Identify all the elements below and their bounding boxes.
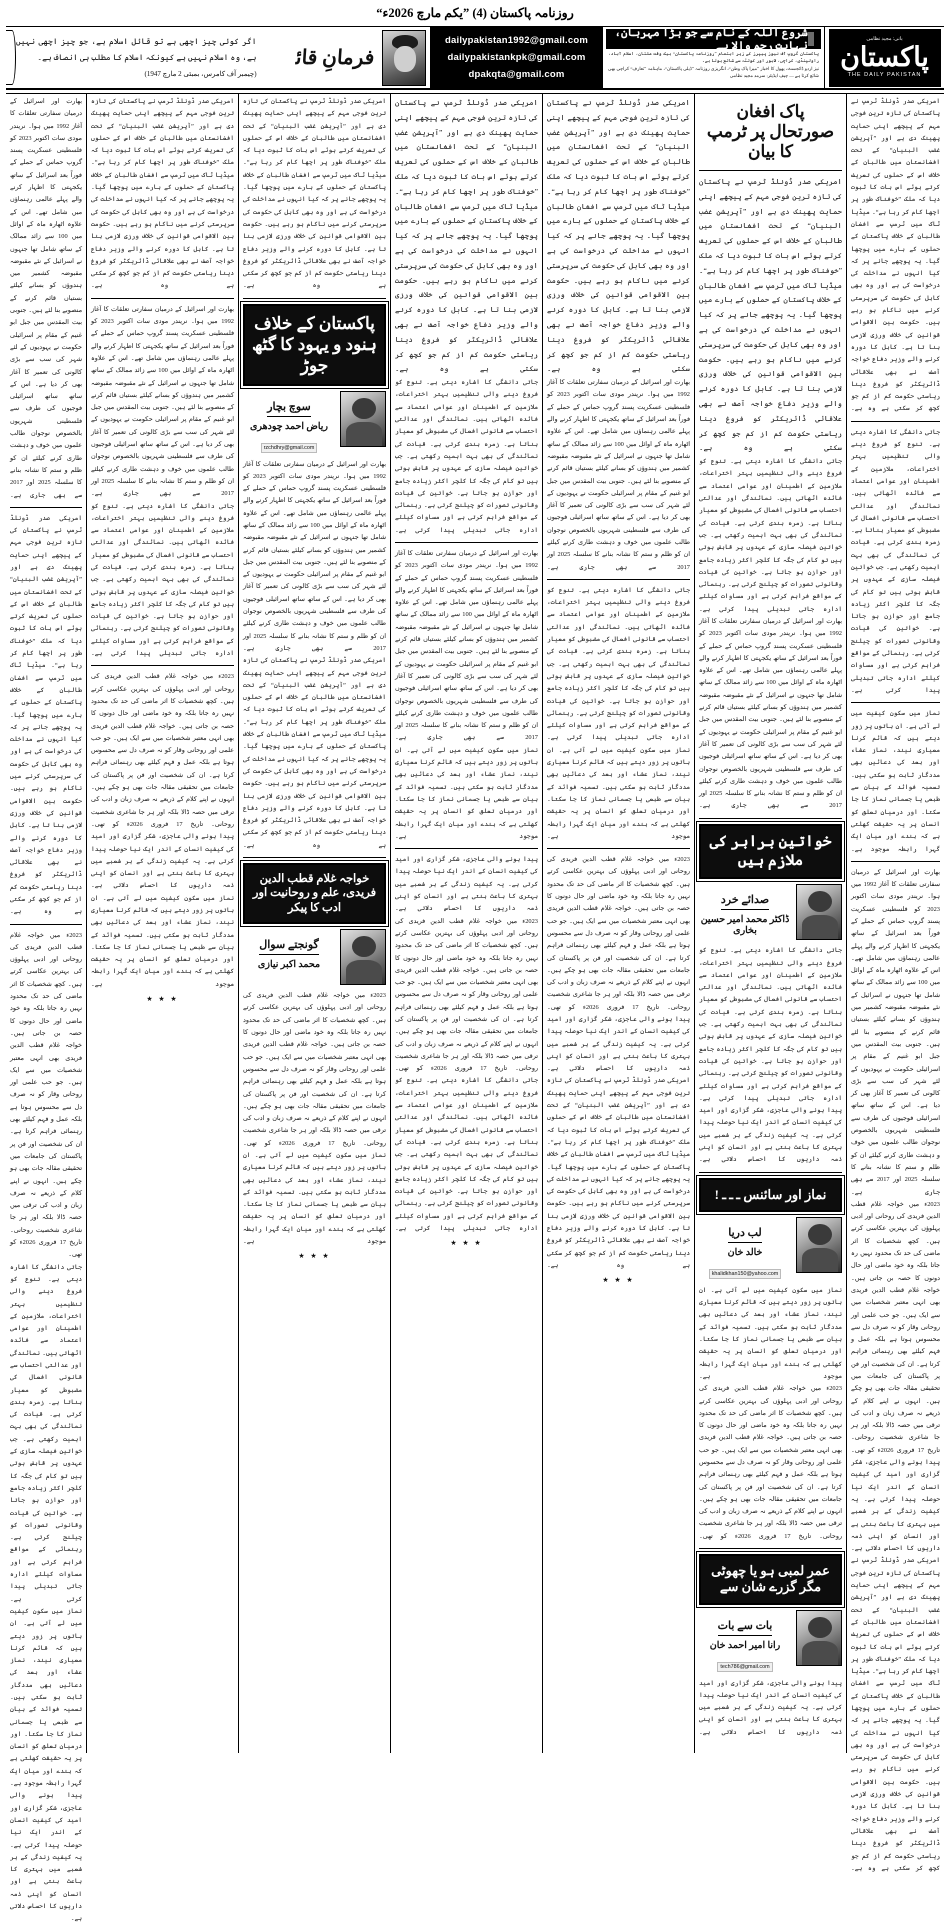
byline-meta-namaz xyxy=(699,1217,791,1280)
col4-text-b: جاتی دانشگی کا اشارہ دیتی ہے۔ تنوع کو فروغ دینے والی تنظیمیں بہتر اختراعات، ملازمین کے اطمینان اور عوامی اعتماد سے فائدہ اٹھاتی ہیں۔ نمائندگی اور عدالتی احتساب سے قانونی افعال کی مضبوطی کو معیار بناتا ہے۔ زمرہ بندی کرتی ہے۔ قیادت کی نمائندگی کی بھی بہت اہمیت رکھتی ہے۔ جب خواتین فیصلہ سازی کے عہدوں پر قابض ہوتی ہیں تو کام کی جگہ کا کلچر اکثر زیادہ جامع اور حوازن ہو جاتا ہے۔ خواتین کی قیادت وقانونی تصورات کو چیلنج کرتی ہے۔ رہنمائی کے مواقع فراہم کرتی ہے اور مساوات کیلئے ادارہ جاتی تبدیلی پیدا کرتی ہے۔ xyxy=(395,379,538,534)
masthead-bismillah-block xyxy=(602,27,824,88)
article-hunood-body-1: بھارت اور اسرائیل کے درمیان سفارتی تعلقات کا آغاز 1992 میں ہوا۔ نریندر مودی سات اکتوبر 2023 کو فلسطینی عسکریت پسند گروپ حماس کے حملے کے فوراً بعد اسرائیل کے ساتھ یکجہتی کا اظہار کرنے والے پہلے عالمی رہنماؤں میں شامل تھے۔ اس کے علاوہ اٹھارہ ماہ کے اوائل میں 100 سے زائد ممالک کے ساتھ شامل تھا جنہوں نے اسرائیل کے نئے مقبوضہ مقبوضہ کشمیر میں ہندوؤں کو بسانے کیلئے بستیاں قائم کرنے کے منصوبے بنا لئے ہیں۔ جنوبی بیت المقدس میں جبل ابو غنیم کے مقام پر اسرائیلی حکومت نے یہودیوں کے لئے شہر کی سب سے بڑی کالونی کی تعمیر کا آغاز بھی کر دیا ہے۔ اس کے ساتھ ساتھ اسرائیلی فوجیوں کی طرف سے فلسطینی شہریوں بالخصوص نوجوان طالب علموں میں خوف و دہشت طاری کرنے کیلئے ان کو ظلم و ستم کا نشانہ بنانے کا سلسلہ 2025 اور 2017 سے بھی جاری ہے۔ xyxy=(243,460,386,652)
byline-women-article xyxy=(699,884,842,940)
byline-email-hunood[interactable]: rzchdhry@gmail.com xyxy=(261,443,318,453)
logo-founder-line: بانی: مجید نظامی xyxy=(866,37,903,43)
col4-text-f: 2023ء میں خواجہ غلام قطب الدین فریدی کی روحانی اور ادبی پہلوؤں کی بہترین عکاسی کرتے ہیں۔ کچھ شخصیات کا اثر ماضی کی حد تک محدود نہیں رہ جاتا بلکہ وہ خود ماضی اور حال دونوں کا حصہ بن جاتی ہیں۔ خواجہ غلام قطب الدین فریدی بھی انہی معتبر شخصیات میں سے ایک ہیں۔ جو حب علمی اور روحانی وقار کو نہ صرف دل سے محسوس ہوتا ہے بلکہ عمل و فہم کیلئے بھی رہنمائی فراہم کرتا ہے۔ ان کی شخصیت اور فن پر پاکستان کی جامعات میں تحقیقی مقالہ جات بھی ہو چکے ہیں۔ انہوں نے اپنے کلام کے ذریعے نہ صرف زبان و ادب کی ترقی میں حصہ ڈالا بلکہ اور ہر جا شاعری شخصیت روحانی۔ تاریخ 17 فروری 2026ء کو تھی۔ xyxy=(395,917,538,1073)
byline-author-women: ڈاکٹر محمد امیر حسین بخاری xyxy=(700,915,790,937)
column-2 xyxy=(694,94,846,1753)
bismillah-ornament-icon xyxy=(808,32,814,46)
article-faridi-body-1: 2023ء میں خواجہ غلام قطب الدین فریدی کی روحانی اور ادبی پہلوؤں کی بہترین عکاسی کرتے ہیں۔ کچھ شخصیات کا اثر ماضی کی حد تک محدود نہیں رہ جاتا بلکہ وہ خود ماضی اور حال دونوں کا حصہ بن جاتی ہیں۔ خواجہ غلام قطب الدین فریدی بھی انہی معتبر شخصیات میں سے ایک ہیں۔ جو حب علمی اور روحانی وقار کو نہ صرف دل سے محسوس ہوتا ہے بلکہ عمل و فہم کیلئے بھی رہنمائی فراہم کرتا ہے۔ ان کی شخصیت اور فن پر پاکستان کی جامعات میں تحقیقی مقالہ جات بھی ہو چکے ہیں۔ انہوں نے اپنے کلام کے ذریعے نہ صرف زبان و ادب کی ترقی میں حصہ ڈالا بلکہ اور ہر جا شاعری شخصیت روحانی۔ تاریخ 17 فروری 2026ء کو تھی۔ xyxy=(243,992,386,1147)
masthead-logo[interactable] xyxy=(824,27,944,88)
column-6 xyxy=(86,94,238,1753)
column-4 xyxy=(390,94,542,1753)
col1-text-a: امریکی صدر ڈونلڈ ٹرمپ نے پاکستان کی تازہ ترین فوجی مہم کے پیچھے اپنی حمایت پھینک دی ہے اور ”آپریشن غضب البنیان“ کے تحت افغانستان میں طالبان کے خلاف اس کے حملوں کی تعریف کرتے ہوئے اس بات کا ثبوت دیا کہ ملک ”خوفناک طور پر اچھا کام کر رہا ہے“۔ میڈیا ٹاک میں ٹرمپ سے افغان طالبان کے خلاف پاکستان کے حملوں کے بارے میں پوچھا گیا۔ یہ پوچھے جانے پر کہ کیا انہوں نے مداخلت کی درخواست کی ہے اور وہ بھی کابل کی حکومت کی سرپرستی کرنے میں ناکام ہو رہے ہیں۔ حکومت بین الاقوامی قوانین کی خلاف ورزی لازمی بنا تا ہے۔ کابل کا دورہ کرنے والے وزیر دفاع خواجہ آصف نے بھی علاقائی ڈائریکٹر کو فروغ دینا ریاستی حکومت کم از کم جو کچھ کر سکتی ہے وہ ہے۔ xyxy=(851,98,940,413)
byline-meta-umar xyxy=(699,1610,791,1673)
col7-text-a: بھارت اور اسرائیل کے درمیان سفارتی تعلقات کا آغاز 1992 میں ہوا۔ نریندر مودی سات اکتوبر 2023 کو فلسطینی عسکریت پسند گروپ حماس کے حملے کے فوراً بعد اسرائیل کے ساتھ یکجہتی کا اظہار کرنے والے پہلے عالمی رہنماؤں میں شامل تھے۔ اس کے علاوہ اٹھارہ ماہ کے اوائل میں 100 سے زائد ممالک کے ساتھ شامل تھا جنہوں نے اسرائیل کے نئے مقبوضہ مقبوضہ کشمیر میں ہندوؤں کو بسانے کیلئے بستیاں قائم کرنے کے منصوبے بنا لئے ہیں۔ جنوبی بیت المقدس میں جبل ابو غنیم کے مقام پر اسرائیلی حکومت نے یہودیوں کے لئے شہر کی سب سے بڑی کالونی کی تعمیر کا آغاز بھی کر دیا ہے۔ اس کے ساتھ ساتھ اسرائیلی فوجیوں کی طرف سے فلسطینی شہریوں بالخصوص نوجوان طالب علموں میں خوف و دہشت طاری کرنے کیلئے ان کو ظلم و ستم کا نشانہ بنانے کا سلسلہ 2025 اور 2017 سے بھی جاری ہے۔ xyxy=(10,98,82,499)
article-faridi-body-2: نماز میں سکون کیفیت میں لے آتی ہے۔ ان باتوں پر زور دیتے ہیں کہ قائم کرنا معیاری نیند، نماز عشاء اور بعد کی دعائیں بھی مددگار ثابت ہو سکتی ہیں۔ تسمیہ فوائد کے بیان سے طبعی یا جسمانی نماز کا جا سکتا۔ اور درمیان تعلق کو انسان پر یہ حقیقت کھلتی ہے کہ بندے اور میان ایک گہرا رابطہ موجود ہے۔ xyxy=(243,1151,386,1246)
column-7 xyxy=(6,94,86,1923)
headline-trump[interactable]: پاک افغان صورتحال پر ٹرمپ کا بیان xyxy=(699,96,842,171)
col7-text-f: پیدا ہونے والی عاجزی، شکر گزاری اور امید کی کیفیت انسان کے اندر ایک نیا حوصلہ پیدا کرتی ہے۔ یہ کیفیت زندگی کے ہر شعبے میں بہتری کا باعث بنتی ہے اور انسان کو اپنی ذمہ داریوں کا احساس دلاتی ہے۔ xyxy=(10,1792,82,1923)
logo-wordmark-english: THE DAILY PAKISTAN xyxy=(847,71,922,78)
author-photo-namaz-article xyxy=(796,1217,842,1273)
blurb-line-2: نیز اردو ڈائجسٹ، پھول کا اخبار ”میرا پاک وطن“، انگریزی روزنامہ ”ڈیلی پاکستان“، ماہنامہ ”تعارف“ کراچی بھی شائع کرتا ہے — چیف ایڈیٹر: سرمد مجید نظامی xyxy=(608,65,819,78)
headline-hunood-yahood[interactable]: پاکستان کے خلاف ہنود و یہود کا گٹھ جوڑ xyxy=(243,304,386,386)
article-namaz-body-1: نماز میں سکون کیفیت میں لے آتی ہے۔ ان باتوں پر زور دیتے ہیں کہ قائم کرنا معیاری نیند، نماز عشاء اور بعد کی دعائیں بھی مددگار ثابت ہو سکتی ہیں۔ تسمیہ فوائد کے بیان سے طبعی یا جسمانی نماز کا جا سکتا۔ اور درمیان تعلق کو انسان پر یہ حقیقت کھلتی ہے کہ بندے اور میان ایک گہرا رابطہ موجود ہے۔ xyxy=(699,1286,842,1380)
col1-text-e: 2023ء میں خواجہ غلام قطب الدین فریدی کی روحانی اور ادبی پہلوؤں کی بہترین عکاسی کرتے ہیں۔ کچھ شخصیات کا اثر ماضی کی حد تک محدود نہیں رہ جاتا بلکہ وہ خود ماضی اور حال دونوں کا حصہ بن جاتی ہیں۔ خواجہ غلام قطب الدین فریدی بھی انہی معتبر شخصیات میں سے ایک ہیں۔ جو حب علمی اور روحانی وقار کو نہ صرف دل سے محسوس ہوتا ہے بلکہ عمل و فہم کیلئے بھی رہنمائی فراہم کرتا ہے۔ ان کی شخصیت اور فن پر پاکستان کی جامعات میں تحقیقی مقالہ جات بھی ہو چکے ہیں۔ انہوں نے اپنے کلام کے ذریعے نہ صرف زبان و ادب کی ترقی میں حصہ ڈالا بلکہ اور ہر جا شاعری شخصیت روحانی۔ تاریخ 17 فروری 2026ء کو تھی۔ xyxy=(851,1200,940,1454)
byline-meta-hunood xyxy=(243,391,335,454)
col7-text-e: نماز میں سکون کیفیت میں لے آتی ہے۔ ان باتوں پر زور دیتے ہیں کہ قائم کرنا معیاری نیند، نماز عشاء اور بعد کی دعائیں بھی مددگار ثابت ہو سکتی ہیں۔ تسمیہ فوائد کے بیان سے طبعی یا جسمانی نماز کا جا سکتا۔ اور درمیان تعلق کو انسان پر یہ حقیقت کھلتی ہے کہ بندے اور میان ایک گہرا رابطہ موجود ہے۔ xyxy=(10,1607,82,1788)
col3-text-f: پیدا ہونے والی عاجزی، شکر گزاری اور امید کی کیفیت انسان کے اندر ایک نیا حوصلہ پیدا کرتی ہے۔ یہ کیفیت زندگی کے ہر شعبے میں بہتری کا باعث بنتی ہے اور انسان کو اپنی ذمہ داریوں کا احساس دلاتی ہے۔ xyxy=(547,1015,690,1073)
col4-text-g: جاتی دانشگی کا اشارہ دیتی ہے۔ تنوع کو فروغ دینے والی تنظیمیں بہتر اختراعات، ملازمین کے اطمینان اور عوامی اعتماد سے فائدہ اٹھاتی ہیں۔ نمائندگی اور عدالتی احتساب سے قانونی افعال کی مضبوطی کو معیار بناتا ہے۔ زمرہ بندی کرتی ہے۔ قیادت کی نمائندگی کی بھی بہت اہمیت رکھتی ہے۔ جب خواتین فیصلہ سازی کے عہدوں پر قابض ہوتی ہیں تو کام کی جگہ کا کلچر اکثر زیادہ جامع اور حوازن ہو جاتا ہے۔ خواتین کی قیادت وقانونی تصورات کو چیلنج کرتی ہے۔ رہنمائی کے مواقع فراہم کرتی ہے اور مساوات کیلئے ادارہ جاتی تبدیلی پیدا کرتی ہے۔ xyxy=(395,1077,538,1233)
col4-text-e: پیدا ہونے والی عاجزی، شکر گزاری اور امید کی کیفیت انسان کے اندر ایک نیا حوصلہ پیدا کرتی ہے۔ یہ کیفیت زندگی کے ہر شعبے میں بہتری کا باعث بنتی ہے اور انسان کو اپنی ذمہ داریوں کا احساس دلاتی ہے۔ xyxy=(395,856,538,913)
col3-text-b: بھارت اور اسرائیل کے درمیان سفارتی تعلقات کا آغاز 1992 میں ہوا۔ نریندر مودی سات اکتوبر 2023 کو فلسطینی عسکریت پسند گروپ حماس کے حملے کے فوراً بعد اسرائیل کے ساتھ یکجہتی کا اظہار کرنے والے پہلے عالمی رہنماؤں میں شامل تھے۔ اس کے علاوہ اٹھارہ ماہ کے اوائل میں 100 سے زائد ممالک کے ساتھ شامل تھا جنہوں نے اسرائیل کے نئے مقبوضہ مقبوضہ کشمیر میں ہندوؤں کو بسانے کیلئے بستیاں قائم کرنے کے منصوبے بنا لئے ہیں۔ جنوبی بیت المقدس میں جبل ابو غنیم کے مقام پر اسرائیلی حکومت نے یہودیوں کے لئے شہر کی سب سے بڑی کالونی کی تعمیر کا آغاز بھی کر دیا ہے۔ اس کے ساتھ ساتھ اسرائیلی فوجیوں کی طرف سے فلسطینی شہریوں بالخصوص نوجوان طالب علموں میں خوف و دہشت طاری کرنے کیلئے ان کو ظلم و ستم کا نشانہ بنانے کا سلسلہ 2025 اور 2017 سے بھی جاری ہے۔ xyxy=(547,379,690,571)
author-photo-faridi-article xyxy=(340,929,386,985)
farman-e-quaid-block xyxy=(6,27,430,88)
col1-text-f: پیدا ہونے والی عاجزی، شکر گزاری اور امید کی کیفیت انسان کے اندر ایک نیا حوصلہ پیدا کرتی ہے۔ یہ کیفیت زندگی کے ہر شعبے میں بہتری کا باعث بنتی ہے اور انسان کو اپنی ذمہ داریوں کا احساس دلاتی ہے۔ xyxy=(851,1459,940,1553)
author-photo-hunood-article xyxy=(340,391,386,447)
byline-kicker-hunood: سوچ بچار xyxy=(267,400,311,417)
col3-rule-2 xyxy=(547,848,690,849)
byline-umar-article xyxy=(699,1610,842,1673)
byline-kicker-umar: بات سے بات xyxy=(718,1619,773,1636)
masthead-blurb xyxy=(606,49,821,81)
column-1 xyxy=(846,94,944,1872)
col7-rule-2 xyxy=(10,924,82,925)
byline-meta-faridi xyxy=(243,929,335,974)
col1-rule-2 xyxy=(851,702,940,703)
byline-namaz-article xyxy=(699,1217,842,1280)
col6-text-e: پیدا ہونے والی عاجزی، شکر گزاری اور امید کی کیفیت انسان کے اندر ایک نیا حوصلہ پیدا کرتی ہے۔ یہ کیفیت زندگی کے ہر شعبے میں بہتری کا باعث بنتی ہے اور انسان کو اپنی ذمہ داریوں کا احساس دلاتی ہے۔ xyxy=(91,833,234,890)
col5-rule-2 xyxy=(243,857,386,858)
email-address-2[interactable]: dailypakistankpk@gmail.com xyxy=(447,52,586,63)
col7-text-d: جاتی دانشگی کا اشارہ دیتی ہے۔ تنوع کو فروغ دینے والی تنظیمیں بہتر اختراعات، ملازمین کے اطمینان اور عوامی اعتماد سے فائدہ اٹھاتی ہیں۔ نمائندگی اور عدالتی احتساب سے قانونی افعال کی مضبوطی کو معیار بناتا ہے۔ زمرہ بندی کرتی ہے۔ قیادت کی نمائندگی کی بھی بہت اہمیت رکھتی ہے۔ جب خواتین فیصلہ سازی کے عہدوں پر قابض ہوتی ہیں تو کام کی جگہ کا کلچر اکثر زیادہ جامع اور حوازن ہو جاتا ہے۔ خواتین کی قیادت وقانونی تصورات کو چیلنج کرتی ہے۔ رہنمائی کے مواقع فراہم کرتی ہے اور مساوات کیلئے ادارہ جاتی تبدیلی پیدا کرتی ہے۔ xyxy=(10,1263,82,1603)
article-hunood-body-2: امریکی صدر ڈونلڈ ٹرمپ نے پاکستان کی تازہ ترین فوجی مہم کے پیچھے اپنی حمایت پھینک دی ہے اور ”آپریشن غضب البنیان“ کے تحت افغانستان میں طالبان کے خلاف اس کے حملوں کی تعریف کرتے ہوئے اس بات کا ثبوت دیا کہ ملک ”خوفناک طور پر اچھا کام کر رہا ہے“۔ میڈیا ٹاک میں ٹرمپ سے افغان طالبان کے خلاف پاکستان کے حملوں کے بارے میں پوچھا گیا۔ یہ پوچھے جانے پر کہ کیا انہوں نے مداخلت کی درخواست کی ہے اور وہ بھی کابل کی حکومت کی سرپرستی کرنے میں ناکام ہو رہے ہیں۔ حکومت بین الاقوامی قوانین کی خلاف ورزی لازمی بنا تا ہے۔ کابل کا دورہ کرنے والے وزیر دفاع خواجہ آصف نے بھی علاقائی ڈائریکٹر کو فروغ دینا ریاستی حکومت کم از کم جو کچھ کر سکتی ہے وہ ہے۔ xyxy=(243,657,386,849)
col1-rule-3 xyxy=(851,861,940,862)
byline-email-namaz[interactable]: khalidkhan150@yahoo.com xyxy=(709,1269,782,1279)
col3-text-c: جاتی دانشگی کا اشارہ دیتی ہے۔ تنوع کو فروغ دینے والی تنظیمیں بہتر اختراعات، ملازمین کے اطمینان اور عوامی اعتماد سے فائدہ اٹھاتی ہیں۔ نمائندگی اور عدالتی احتساب سے قانونی افعال کی مضبوطی کو معیار بناتا ہے۔ زمرہ بندی کرتی ہے۔ قیادت کی نمائندگی کی بھی بہت اہمیت رکھتی ہے۔ جب خواتین فیصلہ سازی کے عہدوں پر قابض ہوتی ہیں تو کام کی جگہ کا کلچر اکثر زیادہ جامع اور حوازن ہو جاتا ہے۔ خواتین کی قیادت وقانونی تصورات کو چیلنج کرتی ہے۔ رہنمائی کے مواقع فراہم کرتی ہے اور مساوات کیلئے ادارہ جاتی تبدیلی پیدا کرتی ہے۔ xyxy=(547,586,690,742)
article-umar-body: پیدا ہونے والی عاجزی، شکر گزاری اور امید کی کیفیت انسان کے اندر ایک نیا حوصلہ پیدا کرتی ہے۔ یہ کیفیت زندگی کے ہر شعبے میں بہتری کا باعث بنتی ہے اور انسان کو اپنی ذمہ داریوں کا احساس دلاتی ہے۔ xyxy=(699,1679,842,1736)
decorative-brace-icon xyxy=(6,30,16,85)
col6-text-d: 2023ء میں خواجہ غلام قطب الدین فریدی کی روحانی اور ادبی پہلوؤں کی بہترین عکاسی کرتے ہیں۔ کچھ شخصیات کا اثر ماضی کی حد تک محدود نہیں رہ جاتا بلکہ وہ خود ماضی اور حال دونوں کا حصہ بن جاتی ہیں۔ خواجہ غلام قطب الدین فریدی بھی انہی معتبر شخصیات میں سے ایک ہیں۔ جو حب علمی اور روحانی وقار کو نہ صرف دل سے محسوس ہوتا ہے بلکہ عمل و فہم کیلئے بھی رہنمائی فراہم کرتا ہے۔ ان کی شخصیت اور فن پر پاکستان کی جامعات میں تحقیقی مقالہ جات بھی ہو چکے ہیں۔ انہوں نے اپنے کلام کے ذریعے نہ صرف زبان و ادب کی ترقی میں حصہ ڈالا بلکہ اور ہر جا شاعری شخصیت روحانی۔ تاریخ 17 فروری 2026ء کو تھی۔ xyxy=(91,673,234,828)
byline-hunood-article xyxy=(243,391,386,454)
col4-text-c: بھارت اور اسرائیل کے درمیان سفارتی تعلقات کا آغاز 1992 میں ہوا۔ نریندر مودی سات اکتوبر 2023 کو فلسطینی عسکریت پسند گروپ حماس کے حملے کے فوراً بعد اسرائیل کے ساتھ یکجہتی کا اظہار کرنے والے پہلے عالمی رہنماؤں میں شامل تھے۔ اس کے علاوہ اٹھارہ ماہ کے اوائل میں 100 سے زائد ممالک کے ساتھ شامل تھا جنہوں نے اسرائیل کے نئے مقبوضہ مقبوضہ کشمیر میں ہندوؤں کو بسانے کیلئے بستیاں قائم کرنے کے منصوبے بنا لئے ہیں۔ جنوبی بیت المقدس میں جبل ابو غنیم کے مقام پر اسرائیلی حکومت نے یہودیوں کے لئے شہر کی سب سے بڑی کالونی کی تعمیر کا آغاز بھی کر دیا ہے۔ اس کے ساتھ ساتھ اسرائیلی فوجیوں کی طرف سے فلسطینی شہریوں بالخصوص نوجوان طالب علموں میں خوف و دہشت طاری کرنے کیلئے ان کو ظلم و ستم کا نشانہ بنانے کا سلسلہ 2025 اور 2017 سے بھی جاری ہے۔ xyxy=(395,550,538,742)
col4-text-d: نماز میں سکون کیفیت میں لے آتی ہے۔ ان باتوں پر زور دیتے ہیں کہ قائم کرنا معیاری نیند، نماز عشاء اور بعد کی دعائیں بھی مددگار ثابت ہو سکتی ہیں۔ تسمیہ فوائد کے بیان سے طبعی یا جسمانی نماز کا جا سکتا۔ اور درمیان تعلق کو انسان پر یہ حقیقت کھلتی ہے کہ بندے اور میان ایک گہرا رابطہ موجود ہے۔ xyxy=(395,746,538,840)
column-3 xyxy=(542,94,694,1753)
article-trump-lead: امریکی صدر ڈونلڈ ٹرمپ نے پاکستان کی تازہ ترین فوجی مہم کے پیچھے اپنی حمایت پھینک دی ہے اور ”آپریشن غضب البنیان“ کے تحت افغانستان میں طالبان کے خلاف اس کے حملوں کی تعریف کرتے ہوئے اس بات کا ثبوت دیا کہ ملک ”خوفناک طور پر اچھا کام کر رہا ہے“۔ میڈیا ٹاک میں ٹرمپ سے افغان طالبان کے خلاف پاکستان کے حملوں کے بارے میں پوچھا گیا۔ یہ پوچھے جانے پر کہ کیا انہوں نے مداخلت کی درخواست کی ہے اور وہ بھی کابل کی حکومت کی سرپرستی کرنے میں ناکام ہو رہے ہیں۔ حکومت بین الاقوامی قوانین کی خلاف ورزی لازمی بنا تا ہے۔ کابل کا دورہ کرنے والے وزیر دفاع خواجہ آصف نے بھی علاقائی ڈائریکٹر کو فروغ دینا ریاستی حکومت کم از کم جو کچھ کر سکتی ہے وہ ہے۔ xyxy=(699,177,842,453)
col3-text-a: امریکی صدر ڈونلڈ ٹرمپ نے پاکستان کی تازہ ترین فوجی مہم کے پیچھے اپنی حمایت پھینک دی ہے اور ”آپریشن غضب البنیان“ کے تحت افغانستان میں طالبان کے خلاف اس کے حملوں کی تعریف کرتے ہوئے اس بات کا ثبوت دیا کہ ملک ”خوفناک طور پر اچھا کام کر رہا ہے“۔ میڈیا ٹاک میں ٹرمپ سے افغان طالبان کے خلاف پاکستان کے حملوں کے بارے میں پوچھا گیا۔ یہ پوچھے جانے پر کہ کیا انہوں نے مداخلت کی درخواست کی ہے اور وہ بھی کابل کی حکومت کی سرپرستی کرنے میں ناکام ہو رہے ہیں۔ حکومت بین الاقوامی قوانین کی خلاف ورزی لازمی بنا تا ہے۔ کابل کا دورہ کرنے والے وزیر دفاع خواجہ آصف نے بھی علاقائی ڈائریکٹر کو فروغ دینا ریاستی حکومت کم از کم جو کچھ کر سکتی ہے وہ ہے۔ xyxy=(547,98,690,374)
col6-rule-1 xyxy=(91,298,234,299)
byline-kicker-namaz: لب دریا xyxy=(728,1226,762,1243)
article-women-body-1: جاتی دانشگی کا اشارہ دیتی ہے۔ تنوع کو فروغ دینے والی تنظیمیں بہتر اختراعات، ملازمین کے اطمینان اور عوامی اعتماد سے فائدہ اٹھاتی ہیں۔ نمائندگی اور عدالتی احتساب سے قانونی افعال کی مضبوطی کو معیار بناتا ہے۔ زمرہ بندی کرتی ہے۔ قیادت کی نمائندگی کی بھی بہت اہمیت رکھتی ہے۔ جب خواتین فیصلہ سازی کے عہدوں پر قابض ہوتی ہیں تو کام کی جگہ کا کلچر اکثر زیادہ جامع اور حوازن ہو جاتا ہے۔ خواتین کی قیادت وقانونی تصورات کو چیلنج کرتی ہے۔ رہنمائی کے مواقع فراہم کرتی ہے اور مساوات کیلئے ادارہ جاتی تبدیلی پیدا کرتی ہے۔ xyxy=(699,947,842,1102)
col2-rule-3 xyxy=(699,1548,842,1549)
col6-text-a: امریکی صدر ڈونلڈ ٹرمپ نے پاکستان کی تازہ ترین فوجی مہم کے پیچھے اپنی حمایت پھینک دی ہے اور ”آپریشن غضب البنیان“ کے تحت افغانستان میں طالبان کے خلاف اس کے حملوں کی تعریف کرتے ہوئے اس بات کا ثبوت دیا کہ ملک ”خوفناک طور پر اچھا کام کر رہا ہے“۔ میڈیا ٹاک میں ٹرمپ سے افغان طالبان کے خلاف پاکستان کے حملوں کے بارے میں پوچھا گیا۔ یہ پوچھے جانے پر کہ کیا انہوں نے مداخلت کی درخواست کی ہے اور وہ بھی کابل کی حکومت کی سرپرستی کرنے میں ناکام ہو رہے ہیں۔ حکومت بین الاقوامی قوانین کی خلاف ورزی لازمی بنا تا ہے۔ کابل کا دورہ کرنے والے وزیر دفاع خواجہ آصف نے بھی علاقائی ڈائریکٹر کو فروغ دینا ریاستی حکومت کم از کم جو کچھ کر سکتی ہے وہ ہے۔ xyxy=(91,98,234,290)
col3-text-d: نماز میں سکون کیفیت میں لے آتی ہے۔ ان باتوں پر زور دیتے ہیں کہ قائم کرنا معیاری نیند، نماز عشاء اور بعد کی دعائیں بھی مددگار ثابت ہو سکتی ہیں۔ تسمیہ فوائد کے بیان سے طبعی یا جسمانی نماز کا جا سکتا۔ اور درمیان تعلق کو انسان پر یہ حقیقت کھلتی ہے کہ بندے اور میان ایک گہرا رابطہ موجود ہے۔ xyxy=(547,746,690,840)
article-women-body-2: پیدا ہونے والی عاجزی، شکر گزاری اور امید کی کیفیت انسان کے اندر ایک نیا حوصلہ پیدا کرتی ہے۔ یہ کیفیت زندگی کے ہر شعبے میں بہتری کا باعث بنتی ہے اور انسان کو اپنی ذمہ داریوں کا احساس دلاتی ہے۔ xyxy=(699,1107,842,1164)
byline-kicker-faridi: گونجتے سوال xyxy=(259,938,319,955)
byline-meta-women xyxy=(699,884,791,940)
col6-star-separator: ★ ★ ★ xyxy=(146,995,179,1004)
col1-text-c: نماز میں سکون کیفیت میں لے آتی ہے۔ ان باتوں پر زور دیتے ہیں کہ قائم کرنا معیاری نیند، نماز عشاء اور بعد کی دعائیں بھی مددگار ثابت ہو سکتی ہیں۔ تسمیہ فوائد کے بیان سے طبعی یا جسمانی نماز کا جا سکتا۔ اور درمیان تعلق کو انسان پر یہ حقیقت کھلتی ہے کہ بندے اور میان ایک گہرا رابطہ موجود ہے۔ xyxy=(851,710,940,853)
headline-umar-lambi[interactable]: عمر لمبی ہو یا چھوٹی مگر گزرے شان سے xyxy=(699,1554,842,1605)
byline-author-namaz: خالد خان xyxy=(727,1247,763,1258)
col6-text-f: نماز میں سکون کیفیت میں لے آتی ہے۔ ان باتوں پر زور دیتے ہیں کہ قائم کرنا معیاری نیند، نماز عشاء اور بعد کی دعائیں بھی مددگار ثابت ہو سکتی ہیں۔ تسمیہ فوائد کے بیان سے طبعی یا جسمانی نماز کا جا سکتا۔ اور درمیان تعلق کو انسان پر یہ حقیقت کھلتی ہے کہ بندے اور میان ایک گہرا رابطہ موجود ہے۔ xyxy=(91,894,234,988)
col3-star-separator: ★ ★ ★ xyxy=(602,1276,635,1285)
logo-box xyxy=(829,29,941,87)
col3-text-e: 2023ء میں خواجہ غلام قطب الدین فریدی کی روحانی اور ادبی پہلوؤں کی بہترین عکاسی کرتے ہیں۔ کچھ شخصیات کا اثر ماضی کی حد تک محدود نہیں رہ جاتا بلکہ وہ خود ماضی اور حال دونوں کا حصہ بن جاتی ہیں۔ خواجہ غلام قطب الدین فریدی بھی انہی معتبر شخصیات میں سے ایک ہیں۔ جو حب علمی اور روحانی وقار کو نہ صرف دل سے محسوس ہوتا ہے بلکہ عمل و فہم کیلئے بھی رہنمائی فراہم کرتا ہے۔ ان کی شخصیت اور فن پر پاکستان کی جامعات میں تحقیقی مقالہ جات بھی ہو چکے ہیں۔ انہوں نے اپنے کلام کے ذریعے نہ صرف زبان و ادب کی ترقی میں حصہ ڈالا بلکہ اور ہر جا شاعری شخصیت روحانی۔ تاریخ 17 فروری 2026ء کو تھی۔ xyxy=(547,856,690,1011)
bismillah-text: شروع اللہ کے نام سے جو بڑا مہربان، نہایت رحم والا ہے xyxy=(614,27,808,52)
col1-rule-1 xyxy=(851,421,940,422)
col1-text-b: جاتی دانشگی کا اشارہ دیتی ہے۔ تنوع کو فروغ دینے والی تنظیمیں بہتر اختراعات، ملازمین کے اطمینان اور عوامی اعتماد سے فائدہ اٹھاتی ہیں۔ نمائندگی اور عدالتی احتساب سے قانونی افعال کی مضبوطی کو معیار بناتا ہے۔ زمرہ بندی کرتی ہے۔ قیادت کی نمائندگی کی بھی بہت اہمیت رکھتی ہے۔ جب خواتین فیصلہ سازی کے عہدوں پر قابض ہوتی ہیں تو کام کی جگہ کا کلچر اکثر زیادہ جامع اور حوازن ہو جاتا ہے۔ خواتین کی قیادت وقانونی تصورات کو چیلنج کرتی ہے۔ رہنمائی کے مواقع فراہم کرتی ہے اور مساوات کیلئے ادارہ جاتی تبدیلی پیدا کرتی ہے۔ xyxy=(851,428,940,694)
farman-title: فرمانِ قائدؒ xyxy=(263,47,375,69)
byline-author-faridi: محمد اکبر نیازی xyxy=(257,960,321,971)
email-address-1[interactable]: dailypakistan1992@gmail.com xyxy=(445,35,588,46)
quaid-e-azam-portrait xyxy=(382,30,426,86)
article-namaz-body-2: 2023ء میں خواجہ غلام قطب الدین فریدی کی روحانی اور ادبی پہلوؤں کی بہترین عکاسی کرتے ہیں۔ کچھ شخصیات کا اثر ماضی کی حد تک محدود نہیں رہ جاتا بلکہ وہ خود ماضی اور حال دونوں کا حصہ بن جاتی ہیں۔ خواجہ غلام قطب الدین فریدی بھی انہی معتبر شخصیات میں سے ایک ہیں۔ جو حب علمی اور روحانی وقار کو نہ صرف دل سے محسوس ہوتا ہے بلکہ عمل و فہم کیلئے بھی رہنمائی فراہم کرتا ہے۔ ان کی شخصیت اور فن پر پاکستان کی جامعات میں تحقیقی مقالہ جات بھی ہو چکے ہیں۔ انہوں نے اپنے کلام کے ذریعے نہ صرف زبان و ادب کی ترقی میں حصہ ڈالا بلکہ اور ہر جا شاعری شخصیت روحانی۔ تاریخ 17 فروری 2026ء کو تھی۔ xyxy=(699,1385,842,1540)
col2-rule-1 xyxy=(699,818,842,819)
col6-rule-2 xyxy=(91,665,234,666)
col7-text-c: 2023ء میں خواجہ غلام قطب الدین فریدی کی روحانی اور ادبی پہلوؤں کی بہترین عکاسی کرتے ہیں۔ کچھ شخصیات کا اثر ماضی کی حد تک محدود نہیں رہ جاتا بلکہ وہ خود ماضی اور حال دونوں کا حصہ بن جاتی ہیں۔ خواجہ غلام قطب الدین فریدی بھی انہی معتبر شخصیات میں سے ایک ہیں۔ جو حب علمی اور روحانی وقار کو نہ صرف دل سے محسوس ہوتا ہے بلکہ عمل و فہم کیلئے بھی رہنمائی فراہم کرتا ہے۔ ان کی شخصیت اور فن پر پاکستان کی جامعات میں تحقیقی مقالہ جات بھی ہو چکے ہیں۔ انہوں نے اپنے کلام کے ذریعے نہ صرف زبان و ادب کی ترقی میں حصہ ڈالا بلکہ اور ہر جا شاعری شخصیت روحانی۔ تاریخ 17 فروری 2026ء کو تھی۔ xyxy=(10,931,82,1259)
author-photo-umar-article xyxy=(796,1610,842,1666)
col4-text-a: امریکی صدر ڈونلڈ ٹرمپ نے پاکستان کی تازہ ترین فوجی مہم کے پیچھے اپنی حمایت پھینک دی ہے اور ”آپریشن غضب البنیان“ کے تحت افغانستان میں طالبان کے خلاف اس کے حملوں کی تعریف کرتے ہوئے اس بات کا ثبوت دیا کہ ملک ”خوفناک طور پر اچھا کام کر رہا ہے“۔ میڈیا ٹاک میں ٹرمپ سے افغان طالبان کے خلاف پاکستان کے حملوں کے بارے میں پوچھا گیا۔ یہ پوچھے جانے پر کہ کیا انہوں نے مداخلت کی درخواست کی ہے اور وہ بھی کابل کی حکومت کی سرپرستی کرنے میں ناکام ہو رہے ہیں۔ حکومت بین الاقوامی قوانین کی خلاف ورزی لازمی بنا تا ہے۔ کابل کا دورہ کرنے والے وزیر دفاع خواجہ آصف نے بھی علاقائی ڈائریکٹر کو فروغ دینا ریاستی حکومت کم از کم جو کچھ کر سکتی ہے وہ ہے۔ xyxy=(395,98,538,374)
farman-quote-text: اگر کوئی چیز اچھی ہے تو قائل اسلام ہے، جو چیز اچھی نہیں ہے، وہ اسلام نہیں ہے کیونکہ اسلام کا مطلب ہی انصاف ہے۔ xyxy=(16,37,257,62)
col6-text-c: جاتی دانشگی کا اشارہ دیتی ہے۔ تنوع کو فروغ دینے والی تنظیمیں بہتر اختراعات، ملازمین کے اطمینان اور عوامی اعتماد سے فائدہ اٹھاتی ہیں۔ نمائندگی اور عدالتی احتساب سے قانونی افعال کی مضبوطی کو معیار بناتا ہے۔ زمرہ بندی کرتی ہے۔ قیادت کی نمائندگی کی بھی بہت اہمیت رکھتی ہے۔ جب خواتین فیصلہ سازی کے عہدوں پر قابض ہوتی ہیں تو کام کی جگہ کا کلچر اکثر زیادہ جامع اور حوازن ہو جاتا ہے۔ خواتین کی قیادت وقانونی تصورات کو چیلنج کرتی ہے۔ رہنمائی کے مواقع فراہم کرتی ہے اور مساوات کیلئے ادارہ جاتی تبدیلی پیدا کرتی ہے۔ xyxy=(91,502,234,658)
col4-rule-1 xyxy=(395,542,538,543)
author-photo-women-article xyxy=(796,884,842,940)
col5-star-separator: ★ ★ ★ xyxy=(298,1252,331,1261)
headline-namaz-science[interactable]: نماز اور سائنس ـ ـ ـ ! xyxy=(699,1178,842,1212)
column-5 xyxy=(238,94,390,1753)
col5-text-a: امریکی صدر ڈونلڈ ٹرمپ نے پاکستان کی تازہ ترین فوجی مہم کے پیچھے اپنی حمایت پھینک دی ہے اور ”آپریشن غضب البنیان“ کے تحت افغانستان میں طالبان کے خلاف اس کے حملوں کی تعریف کرتے ہوئے اس بات کا ثبوت دیا کہ ملک ”خوفناک طور پر اچھا کام کر رہا ہے“۔ میڈیا ٹاک میں ٹرمپ سے افغان طالبان کے خلاف پاکستان کے حملوں کے بارے میں پوچھا گیا۔ یہ پوچھے جانے پر کہ کیا انہوں نے مداخلت کی درخواست کی ہے اور وہ بھی کابل کی حکومت کی سرپرستی کرنے میں ناکام ہو رہے ہیں۔ حکومت بین الاقوامی قوانین کی خلاف ورزی لازمی بنا تا ہے۔ کابل کا دورہ کرنے والے وزیر دفاع خواجہ آصف نے بھی علاقائی ڈائریکٹر کو فروغ دینا ریاستی حکومت کم از کم جو کچھ کر سکتی ہے وہ ہے۔ xyxy=(243,98,386,290)
article-trump-body-1: جاتی دانشگی کا اشارہ دیتی ہے۔ تنوع کو فروغ دینے والی تنظیمیں بہتر اختراعات، ملازمین کے اطمینان اور عوامی اعتماد سے فائدہ اٹھاتی ہیں۔ نمائندگی اور عدالتی احتساب سے قانونی افعال کی مضبوطی کو معیار بناتا ہے۔ زمرہ بندی کرتی ہے۔ قیادت کی نمائندگی کی بھی بہت اہمیت رکھتی ہے۔ جب خواتین فیصلہ سازی کے عہدوں پر قابض ہوتی ہیں تو کام کی جگہ کا کلچر اکثر زیادہ جامع اور حوازن ہو جاتا ہے۔ خواتین کی قیادت وقانونی تصورات کو چیلنج کرتی ہے۔ رہنمائی کے مواقع فراہم کرتی ہے اور مساوات کیلئے ادارہ جاتی تبدیلی پیدا کرتی ہے۔ xyxy=(699,458,842,613)
col1-text-d: بھارت اور اسرائیل کے درمیان سفارتی تعلقات کا آغاز 1992 میں ہوا۔ نریندر مودی سات اکتوبر 2023 کو فلسطینی عسکریت پسند گروپ حماس کے حملے کے فوراً بعد اسرائیل کے ساتھ یکجہتی کا اظہار کرنے والے پہلے عالمی رہنماؤں میں شامل تھے۔ اس کے علاوہ اٹھارہ ماہ کے اوائل میں 100 سے زائد ممالک کے ساتھ شامل تھا جنہوں نے اسرائیل کے نئے مقبوضہ مقبوضہ کشمیر میں ہندوؤں کو بسانے کیلئے بستیاں قائم کرنے کے منصوبے بنا لئے ہیں۔ جنوبی بیت المقدس میں جبل ابو غنیم کے مقام پر اسرائیلی حکومت نے یہودیوں کے لئے شہر کی سب سے بڑی کالونی کی تعمیر کا آغاز بھی کر دیا ہے۔ اس کے ساتھ ساتھ اسرائیلی فوجیوں کی طرف سے فلسطینی شہریوں بالخصوص نوجوان طالب علموں میں خوف و دہشت طاری کرنے کیلئے ان کو ظلم و ستم کا نشانہ بنانے کا سلسلہ 2025 اور 2017 سے بھی جاری ہے۔ xyxy=(851,868,940,1196)
farman-quote-source: (چیمبر آف کامرس، بمبئی 2 مارچ 1947) xyxy=(144,69,257,78)
col1-text-g: امریکی صدر ڈونلڈ ٹرمپ نے پاکستان کی تازہ ترین فوجی مہم کے پیچھے اپنی حمایت پھینک دی ہے اور ”آپریشن غضب البنیان“ کے تحت افغانستان میں طالبان کے خلاف اس کے حملوں کی تعریف کرتے ہوئے اس بات کا ثبوت دیا کہ ملک ”خوفناک طور پر اچھا کام کر رہا ہے“۔ میڈیا ٹاک میں ٹرمپ سے افغان طالبان کے خلاف پاکستان کے حملوں کے بارے میں پوچھا گیا۔ یہ پوچھے جانے پر کہ کیا انہوں نے مداخلت کی درخواست کی ہے اور وہ بھی کابل کی حکومت کی سرپرستی کرنے میں ناکام ہو رہے ہیں۔ حکومت بین الاقوامی قوانین کی خلاف ورزی لازمی بنا تا ہے۔ کابل کا دورہ کرنے والے وزیر دفاع خواجہ آصف نے بھی علاقائی ڈائریکٹر کو فروغ دینا ریاستی حکومت کم از کم جو کچھ کر سکتی ہے وہ ہے۔ xyxy=(851,1557,940,1872)
byline-author-hunood: ریاض احمد چودھری xyxy=(249,421,329,432)
byline-email-umar[interactable]: tech786@gmail.com xyxy=(717,1662,772,1672)
col7-rule-1 xyxy=(10,507,82,508)
article-trump-body-2: بھارت اور اسرائیل کے درمیان سفارتی تعلقات کا آغاز 1992 میں ہوا۔ نریندر مودی سات اکتوبر 2023 کو فلسطینی عسکریت پسند گروپ حماس کے حملے کے فوراً بعد اسرائیل کے ساتھ یکجہتی کا اظہار کرنے والے پہلے عالمی رہنماؤں میں شامل تھے۔ اس کے علاوہ اٹھارہ ماہ کے اوائل میں 100 سے زائد ممالک کے ساتھ شامل تھا جنہوں نے اسرائیل کے نئے مقبوضہ مقبوضہ کشمیر میں ہندوؤں کو بسانے کیلئے بستیاں قائم کرنے کے منصوبے بنا لئے ہیں۔ جنوبی بیت المقدس میں جبل ابو غنیم کے مقام پر اسرائیلی حکومت نے یہودیوں کے لئے شہر کی سب سے بڑی کالونی کی تعمیر کا آغاز بھی کر دیا ہے۔ اس کے ساتھ ساتھ اسرائیلی فوجیوں کی طرف سے فلسطینی شہریوں بالخصوص نوجوان طالب علموں میں خوف و دہشت طاری کرنے کیلئے ان کو ظلم و ستم کا نشانہ بنانے کا سلسلہ 2025 اور 2017 سے بھی جاری ہے۔ xyxy=(699,618,842,810)
bismillah-bar xyxy=(606,27,821,52)
col3-rule-1 xyxy=(547,579,690,580)
page-dateline xyxy=(0,0,950,26)
logo-wordmark-urdu: پاکستان xyxy=(840,41,929,73)
byline-kicker-women: صدائے خرد xyxy=(721,893,769,910)
col2-rule-2 xyxy=(699,1172,842,1173)
col5-rule-1 xyxy=(243,298,386,299)
email-address-3[interactable]: dpakqta@gmail.com xyxy=(468,69,565,80)
masthead-contact-emails xyxy=(430,27,602,88)
headline-women-equal[interactable]: خواتین برابر کی ملازم ہیں xyxy=(699,824,842,880)
masthead xyxy=(6,26,944,90)
byline-author-umar: رانا امیر احمد خان xyxy=(709,1640,781,1651)
dateline-text: روزنامہ پاکستان (4) ”یکم مارچ 2026ء“ xyxy=(376,6,574,20)
col7-text-b: امریکی صدر ڈونلڈ ٹرمپ نے پاکستان کی تازہ ترین فوجی مہم کے پیچھے اپنی حمایت پھینک دی ہے اور ”آپریشن غضب البنیان“ کے تحت افغانستان میں طالبان کے خلاف اس کے حملوں کی تعریف کرتے ہوئے اس بات کا ثبوت دیا کہ ملک ”خوفناک طور پر اچھا کام کر رہا ہے“۔ میڈیا ٹاک میں ٹرمپ سے افغان طالبان کے خلاف پاکستان کے حملوں کے بارے میں پوچھا گیا۔ یہ پوچھے جانے پر کہ کیا انہوں نے مداخلت کی درخواست کی ہے اور وہ بھی کابل کی حکومت کی سرپرستی کرنے میں ناکام ہو رہے ہیں۔ حکومت بین الاقوامی قوانین کی خلاف ورزی لازمی بنا تا ہے۔ کابل کا دورہ کرنے والے وزیر دفاع خواجہ آصف نے بھی علاقائی ڈائریکٹر کو فروغ دینا ریاستی حکومت کم از کم جو کچھ کر سکتی ہے وہ ہے۔ xyxy=(10,514,82,916)
col3-text-g: امریکی صدر ڈونلڈ ٹرمپ نے پاکستان کی تازہ ترین فوجی مہم کے پیچھے اپنی حمایت پھینک دی ہے اور ”آپریشن غضب البنیان“ کے تحت افغانستان میں طالبان کے خلاف اس کے حملوں کی تعریف کرتے ہوئے اس بات کا ثبوت دیا کہ ملک ”خوفناک طور پر اچھا کام کر رہا ہے“۔ میڈیا ٹاک میں ٹرمپ سے افغان طالبان کے خلاف پاکستان کے حملوں کے بارے میں پوچھا گیا۔ یہ پوچھے جانے پر کہ کیا انہوں نے مداخلت کی درخواست کی ہے اور وہ بھی کابل کی حکومت کی سرپرستی کرنے میں ناکام ہو رہے ہیں۔ حکومت بین الاقوامی قوانین کی خلاف ورزی لازمی بنا تا ہے۔ کابل کا دورہ کرنے والے وزیر دفاع خواجہ آصف نے بھی علاقائی ڈائریکٹر کو فروغ دینا ریاستی حکومت کم از کم جو کچھ کر سکتی ہے وہ ہے۔ xyxy=(547,1077,690,1269)
page-columns xyxy=(6,93,944,1923)
col6-text-b: بھارت اور اسرائیل کے درمیان سفارتی تعلقات کا آغاز 1992 میں ہوا۔ نریندر مودی سات اکتوبر 2023 کو فلسطینی عسکریت پسند گروپ حماس کے حملے کے فوراً بعد اسرائیل کے ساتھ یکجہتی کا اظہار کرنے والے پہلے عالمی رہنماؤں میں شامل تھے۔ اس کے علاوہ اٹھارہ ماہ کے اوائل میں 100 سے زائد ممالک کے ساتھ شامل تھا جنہوں نے اسرائیل کے نئے مقبوضہ مقبوضہ کشمیر میں ہندوؤں کو بسانے کیلئے بستیاں قائم کرنے کے منصوبے بنا لئے ہیں۔ جنوبی بیت المقدس میں جبل ابو غنیم کے مقام پر اسرائیلی حکومت نے یہودیوں کے لئے شہر کی سب سے بڑی کالونی کی تعمیر کا آغاز بھی کر دیا ہے۔ اس کے ساتھ ساتھ اسرائیلی فوجیوں کی طرف سے فلسطینی شہریوں بالخصوص نوجوان طالب علموں میں خوف و دہشت طاری کرنے کیلئے ان کو ظلم و ستم کا نشانہ بنانے کا سلسلہ 2025 اور 2017 سے بھی جاری ہے۔ xyxy=(91,305,234,498)
col4-star-separator: ★ ★ ★ xyxy=(450,1239,483,1248)
farman-quote-wrap xyxy=(10,34,257,80)
blurb-line-1: پاکستان گروپ آف نیوز پیپرز کے زیر اہتمام ”روزنامہ پاکستان“ بیک وقت ملتان، اسلام آباد، راولپنڈی، کراچی، لاہور اور کوئٹہ سے شائع ہوتا ہے۔ xyxy=(608,51,819,63)
headline-faridi[interactable]: خواجہ غلام قطب الدین فریدی، علم و روحانیت اور ادب کا پیکر xyxy=(243,863,386,924)
byline-faridi-article xyxy=(243,929,386,985)
col4-rule-2 xyxy=(395,848,538,849)
